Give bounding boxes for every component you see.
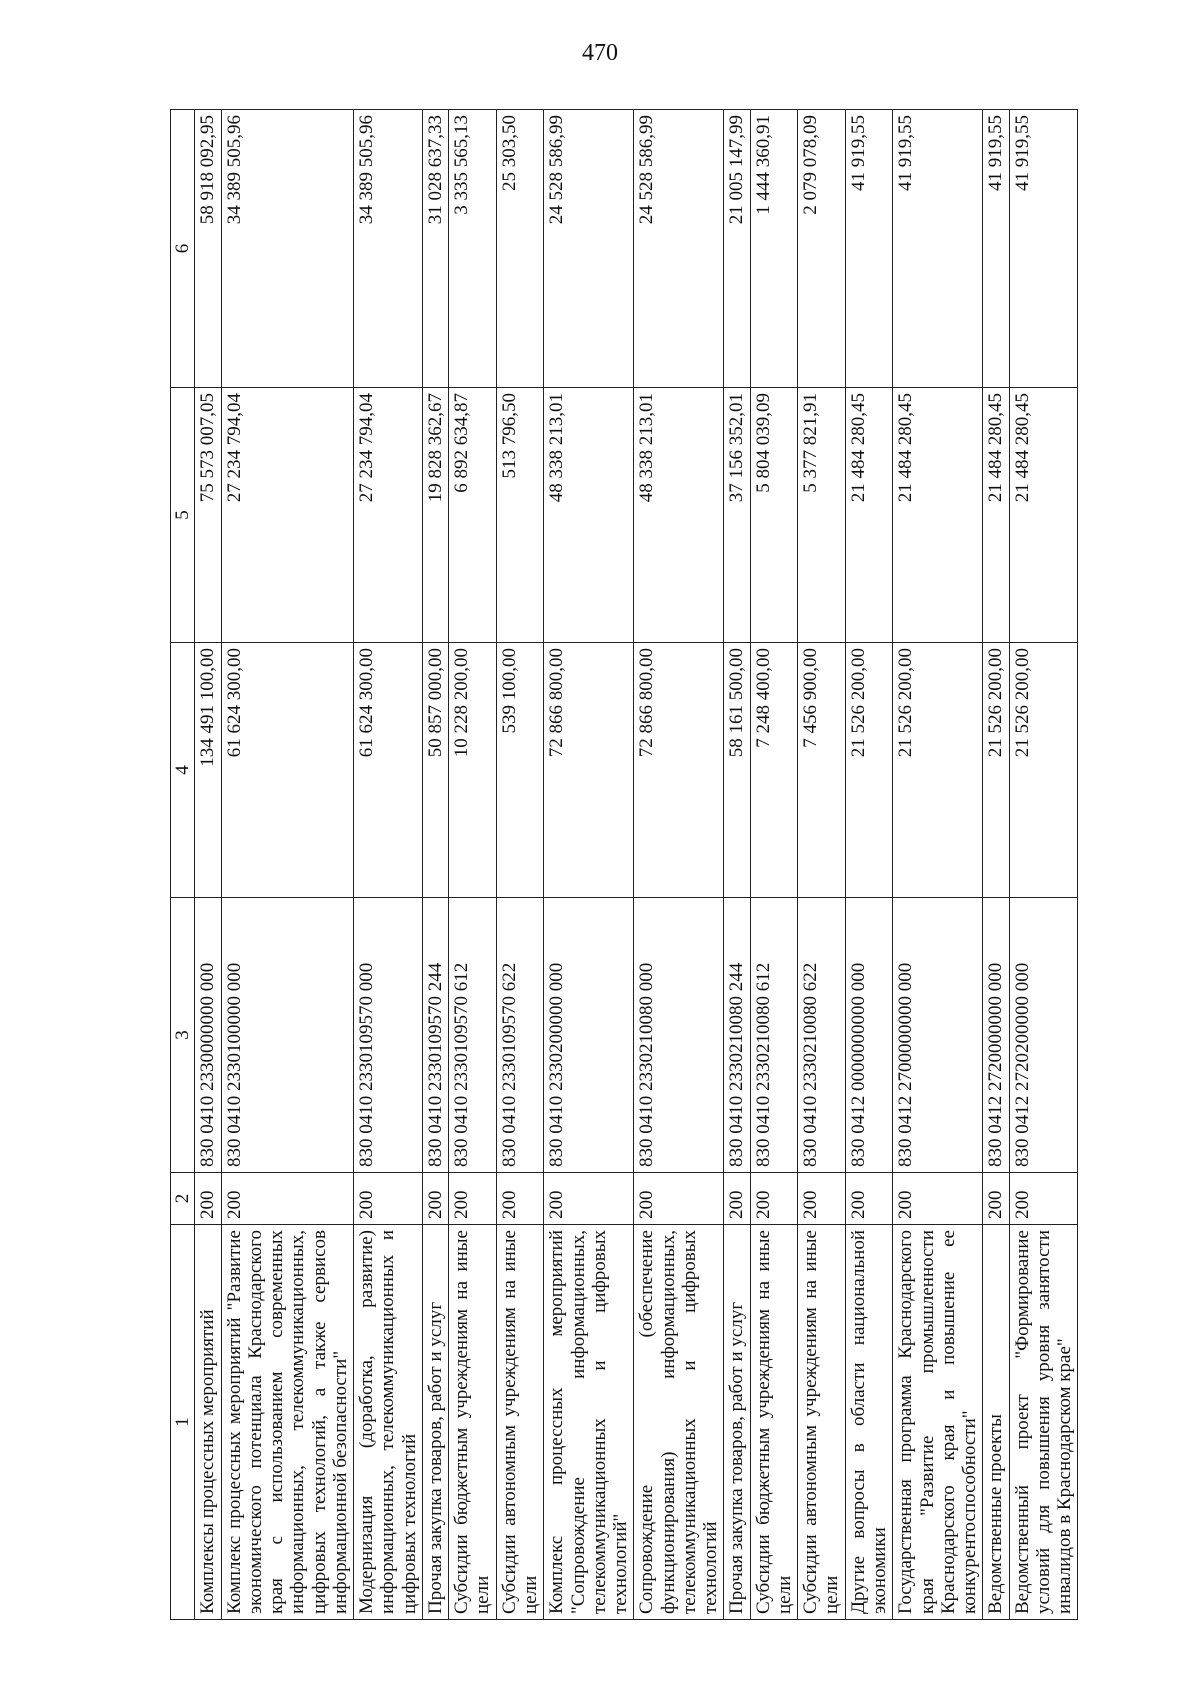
row-remainder: 41 919,55 bbox=[1009, 110, 1078, 388]
row-remainder: 31 028 637,33 bbox=[422, 110, 448, 388]
row-code: 200 bbox=[354, 1173, 423, 1225]
page-number: 470 bbox=[582, 40, 618, 66]
row-code: 200 bbox=[1009, 1173, 1078, 1225]
row-plan: 539 100,00 bbox=[496, 643, 544, 898]
row-plan: 10 228 200,00 bbox=[449, 643, 497, 898]
row-executed: 27 234 794,04 bbox=[221, 388, 354, 643]
row-classification: 830 0410 2330100000 000 bbox=[221, 898, 354, 1173]
row-remainder: 21 005 147,99 bbox=[724, 110, 750, 388]
row-code: 200 bbox=[195, 1173, 221, 1225]
table-row bbox=[893, 110, 983, 1620]
row-remainder: 25 303,50 bbox=[496, 110, 544, 388]
row-classification: 830 0412 2700000000 000 bbox=[893, 898, 983, 1173]
row-executed: 5 804 039,09 bbox=[750, 388, 798, 643]
table-row bbox=[422, 110, 448, 1620]
row-code: 200 bbox=[221, 1173, 354, 1225]
row-executed: 27 234 794,04 bbox=[354, 388, 423, 643]
row-executed: 48 338 213,01 bbox=[634, 388, 724, 643]
table-row bbox=[724, 110, 750, 1620]
row-remainder: 24 528 586,99 bbox=[544, 110, 634, 388]
row-classification: 830 0410 2330109570 622 bbox=[496, 898, 544, 1173]
row-classification: 830 0410 2330109570 244 bbox=[422, 898, 448, 1173]
row-plan: 7 456 900,00 bbox=[798, 643, 846, 898]
row-code: 200 bbox=[544, 1173, 634, 1225]
row-classification: 830 0410 2330210080 612 bbox=[750, 898, 798, 1173]
header-col-3: 3 bbox=[171, 898, 195, 1173]
row-name: Сопровождение (обеспечение функционирования) информационных, телекоммуникационных и цифровых технологий bbox=[634, 1225, 724, 1620]
row-name: Комплекс процессных мероприятий "Развитие экономического потенциала Краснодарского края с использованием современных информационных, телекоммуникационных, цифровых технологий, а также сервисов информационной безопасности" bbox=[221, 1225, 354, 1620]
table-row bbox=[1009, 110, 1078, 1620]
table-row bbox=[798, 110, 846, 1620]
row-classification: 830 0410 2330200000 000 bbox=[544, 898, 634, 1173]
row-classification: 830 0412 0000000000 000 bbox=[845, 898, 893, 1173]
row-remainder: 3 335 565,13 bbox=[449, 110, 497, 388]
row-plan: 58 161 500,00 bbox=[724, 643, 750, 898]
row-code: 200 bbox=[750, 1173, 798, 1225]
row-plan: 50 857 000,00 bbox=[422, 643, 448, 898]
table-row bbox=[449, 110, 497, 1620]
table-row bbox=[195, 110, 221, 1620]
row-remainder: 34 389 505,96 bbox=[221, 110, 354, 388]
row-code: 200 bbox=[634, 1173, 724, 1225]
row-plan: 7 248 400,00 bbox=[750, 643, 798, 898]
row-code: 200 bbox=[496, 1173, 544, 1225]
row-executed: 21 484 280,45 bbox=[1009, 388, 1078, 643]
row-plan: 72 866 800,00 bbox=[634, 643, 724, 898]
row-code: 200 bbox=[724, 1173, 750, 1225]
row-plan: 21 526 200,00 bbox=[893, 643, 983, 898]
row-executed: 6 892 634,87 bbox=[449, 388, 497, 643]
row-classification: 830 0412 2720000000 000 bbox=[983, 898, 1009, 1173]
row-executed: 19 828 362,67 bbox=[422, 388, 448, 643]
row-name: Субсидии бюджетным учреждениям на иные цели bbox=[750, 1225, 798, 1620]
table-row bbox=[221, 110, 354, 1620]
row-name: Прочая закупка товаров, работ и услуг bbox=[724, 1225, 750, 1620]
header-col-2: 2 bbox=[171, 1173, 195, 1225]
table-row bbox=[544, 110, 634, 1620]
row-executed: 48 338 213,01 bbox=[544, 388, 634, 643]
row-plan: 61 624 300,00 bbox=[354, 643, 423, 898]
row-classification: 830 0410 2330210080 000 bbox=[634, 898, 724, 1173]
row-remainder: 58 918 092,95 bbox=[195, 110, 221, 388]
row-code: 200 bbox=[983, 1173, 1009, 1225]
row-name: Комплексы процессных мероприятий bbox=[195, 1225, 221, 1620]
row-executed: 21 484 280,45 bbox=[983, 388, 1009, 643]
budget-table bbox=[170, 109, 1078, 1620]
table-row bbox=[983, 110, 1009, 1620]
row-remainder: 41 919,55 bbox=[893, 110, 983, 388]
row-executed: 5 377 821,91 bbox=[798, 388, 846, 643]
row-code: 200 bbox=[845, 1173, 893, 1225]
table-row bbox=[634, 110, 724, 1620]
table-header-row bbox=[171, 110, 195, 1620]
row-plan: 21 526 200,00 bbox=[983, 643, 1009, 898]
row-classification: 830 0410 2330109570 000 bbox=[354, 898, 423, 1173]
header-col-4: 4 bbox=[171, 643, 195, 898]
row-name: Субсидии бюджетным учреждениям на иные цели bbox=[449, 1225, 497, 1620]
row-classification: 830 0410 2330000000 000 bbox=[195, 898, 221, 1173]
row-plan: 21 526 200,00 bbox=[1009, 643, 1078, 898]
row-remainder: 34 389 505,96 bbox=[354, 110, 423, 388]
row-code: 200 bbox=[449, 1173, 497, 1225]
row-executed: 37 156 352,01 bbox=[724, 388, 750, 643]
row-name: Субсидии автономным учреждениям на иные цели bbox=[798, 1225, 846, 1620]
header-col-6: 6 bbox=[171, 110, 195, 388]
row-name: Прочая закупка товаров, работ и услуг bbox=[422, 1225, 448, 1620]
row-classification: 830 0410 2330109570 612 bbox=[449, 898, 497, 1173]
row-remainder: 1 444 360,91 bbox=[750, 110, 798, 388]
row-code: 200 bbox=[893, 1173, 983, 1225]
table-row bbox=[845, 110, 893, 1620]
row-executed: 75 573 007,05 bbox=[195, 388, 221, 643]
row-executed: 21 484 280,45 bbox=[845, 388, 893, 643]
row-code: 200 bbox=[422, 1173, 448, 1225]
row-name: Ведомственный проект "Формирование условий для повышения уровня занятости инвалидов в Краснодарском крае" bbox=[1009, 1225, 1078, 1620]
table-row bbox=[354, 110, 423, 1620]
header-col-5: 5 bbox=[171, 388, 195, 643]
row-name: Комплекс процессных мероприятий "Сопровождение информационных, телекоммуникационных и цифровых технологий" bbox=[544, 1225, 634, 1620]
row-remainder: 24 528 586,99 bbox=[634, 110, 724, 388]
row-classification: 830 0412 2720200000 000 bbox=[1009, 898, 1078, 1173]
row-code: 200 bbox=[798, 1173, 846, 1225]
row-remainder: 41 919,55 bbox=[983, 110, 1009, 388]
header-col-1: 1 bbox=[171, 1225, 195, 1620]
row-name: Субсидии автономным учреждениям на иные цели bbox=[496, 1225, 544, 1620]
row-classification: 830 0410 2330210080 622 bbox=[798, 898, 846, 1173]
row-plan: 21 526 200,00 bbox=[845, 643, 893, 898]
row-remainder: 2 079 078,09 bbox=[798, 110, 846, 388]
table-row bbox=[750, 110, 798, 1620]
table-row bbox=[496, 110, 544, 1620]
row-remainder: 41 919,55 bbox=[845, 110, 893, 388]
rotated-table-container bbox=[170, 110, 1120, 1620]
row-executed: 21 484 280,45 bbox=[893, 388, 983, 643]
row-name: Другие вопросы в области национальной экономики bbox=[845, 1225, 893, 1620]
row-plan: 72 866 800,00 bbox=[544, 643, 634, 898]
row-name: Модернизация (доработка, развитие) информационных, телекоммуникационных и цифровых технологий bbox=[354, 1225, 423, 1620]
row-executed: 513 796,50 bbox=[496, 388, 544, 643]
row-name: Ведомственные проекты bbox=[983, 1225, 1009, 1620]
row-classification: 830 0410 2330210080 244 bbox=[724, 898, 750, 1173]
row-plan: 61 624 300,00 bbox=[221, 643, 354, 898]
row-name: Государственная программа Краснодарского края "Развитие промышленности Краснодарского края и повышение ее конкурентоспособности" bbox=[893, 1225, 983, 1620]
row-plan: 134 491 100,00 bbox=[195, 643, 221, 898]
